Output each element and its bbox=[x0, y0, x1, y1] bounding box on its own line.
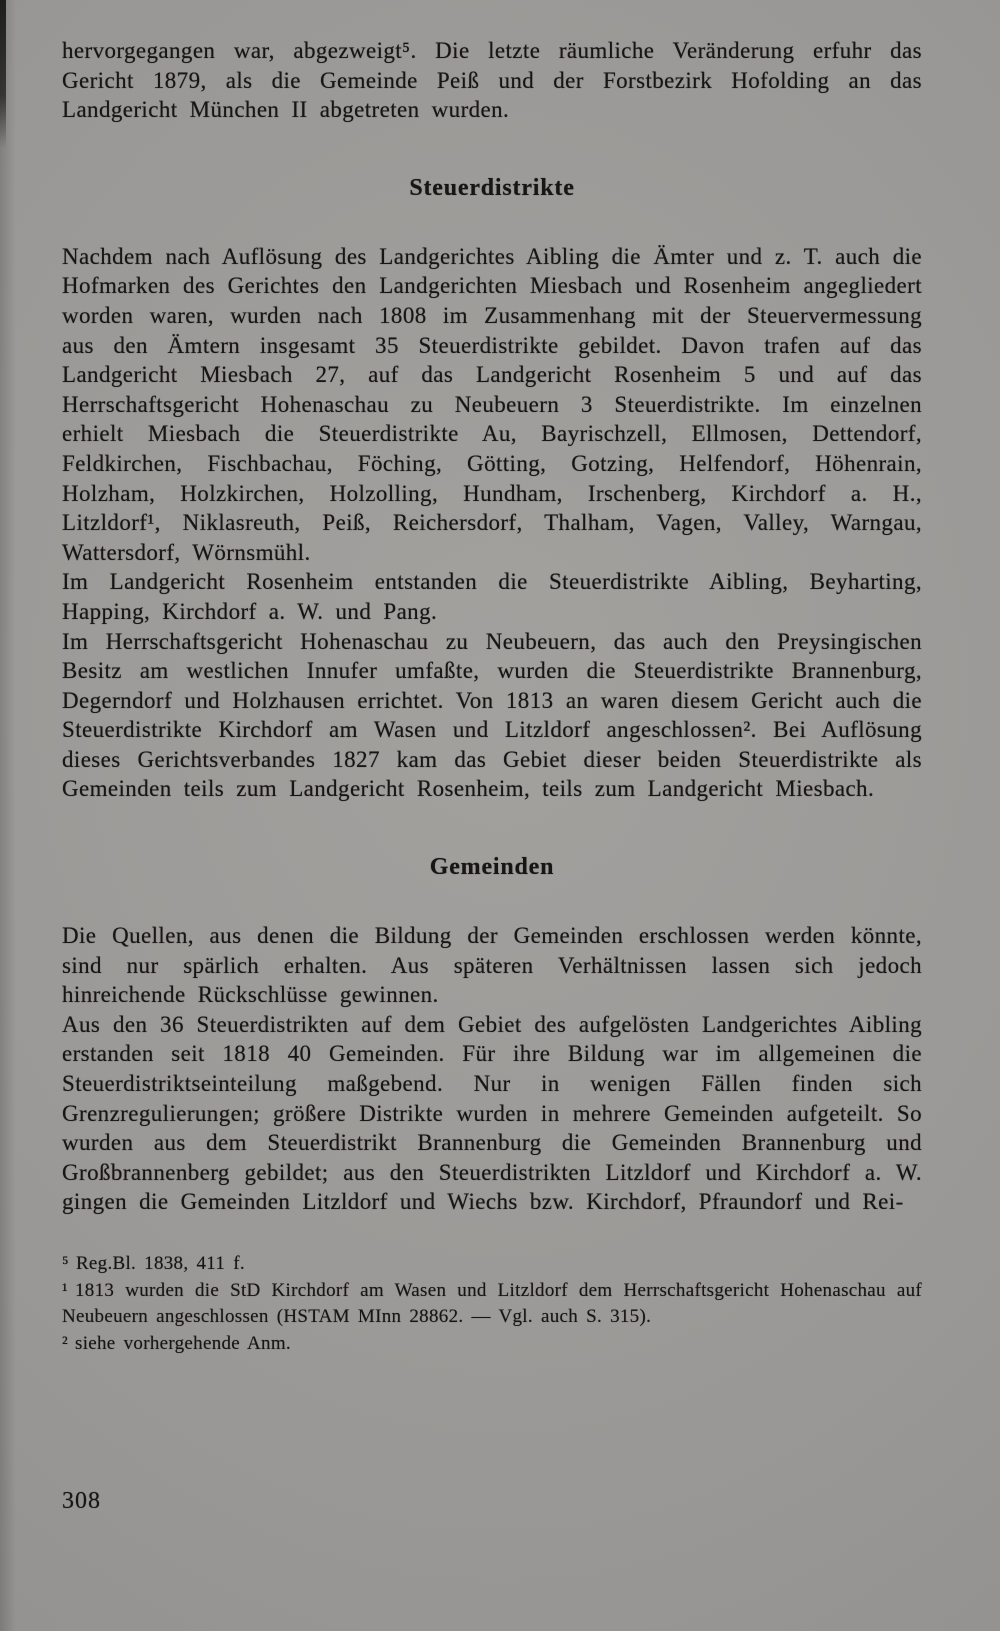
footnote-marker: ¹ bbox=[62, 1279, 68, 1301]
paragraph-steuerdistrikte-2: Im Landgericht Rosenheim entstanden die Steuerdistrikte Aibling, Beyharting, Happing, Kirchdorf a. W. und Pang. bbox=[62, 569, 922, 624]
footnote-text: 1813 wurden die StD Kirchdorf am Wasen und Litzldorf dem Herrschaftsgericht Hohenaschau auf Neubeuern angeschlossen (HSTAM MInn 28862. — Vgl. auch S. 315). bbox=[62, 1279, 922, 1327]
paragraph-steuerdistrikte-1: Nachdem nach Auflösung des Landgerichtes Aibling die Ämter und z. T. auch die Hofmarken des Gerichtes den Landgerichten Miesbach und Rosenheim angegliedert worden waren, wurden nach 1808 im Zusammenhang mit der Steuervermessung aus den Ämtern insgesamt 35 Steuerdistrikte gebildet. Davon trafen auf das Landgericht Miesbach 27, auf das Landgericht Rosenheim 5 und auf das Herrschaftsgericht Hohenaschau zu Neubeuern 3 Steuerdistrikte. Im einzelnen erhielt Miesbach die Steuerdistrikte Au, Bayrischzell, Ellmosen, Dettendorf, Feldkirchen, Fischbachau, Föching, Götting, Gotzing, Helfendorf, Höhenrain, Holzham, Holzkirchen, Holzolling, Hundham, Irschenberg, Kirchdorf a. H., Litzldorf¹, Niklasreuth, Peiß, Reichersdorf, Thalham, Vagen, Valley, Warngau, Wattersdorf, Wörnsmühl. bbox=[62, 243, 922, 565]
page-text-block bbox=[62, 36, 922, 1357]
footnotes-section bbox=[62, 1251, 922, 1357]
continuation-paragraph: hervorgegangen war, abgezweigt⁵. Die letzte räumliche Veränderung erfuhr das Gericht 1879, als die Gemeinde Peiß und der Forstbezirk Hofolding an das Landgericht München II abgetreten wurden. bbox=[62, 38, 922, 123]
footnote-marker: ⁵ bbox=[62, 1253, 69, 1274]
page-number: 308 bbox=[62, 1488, 101, 1514]
footnote-marker: ² bbox=[62, 1332, 68, 1354]
footnote-text: Reg.Bl. 1838, 411 f. bbox=[75, 1253, 245, 1274]
footnote bbox=[62, 1278, 922, 1331]
footnote bbox=[62, 1251, 922, 1278]
paragraph-steuerdistrikte-3: Im Herrschaftsgericht Hohenaschau zu Neubeuern, das auch den Preysingischen Besitz am westlichen Innufer umfaßte, wurden die Steuerdistrikte Brannenburg, Degerndorf und Holzhausen errichtet. Von 1813 an waren diesem Gericht auch die Steuerdistrikte Kirchdorf am Wasen und Litzldorf angeschlossen². Bei Auflösung dieses Gerichtsverbandes 1827 kam das Gebiet dieser beiden Steuerdistrikte als Gemeinden teils zum Landgericht Rosenheim, teils zum Landgericht Miesbach. bbox=[62, 628, 922, 802]
paragraph-gemeinden-2: Aus den 36 Steuerdistrikten auf dem Gebiet des aufgelösten Landgerichtes Aibling erstanden seit 1818 40 Gemeinden. Für ihre Bildung war im allgemeinen die Steuerdistriktseinteilung maßgebend. Nur in wenigen Fällen finden sich Grenzregulierungen; größere Distrikte wurden in mehrere Gemeinden aufgeteilt. So wurden aus dem Steuerdistrikt Brannenburg die Gemeinden Brannenburg und Großbrannenberg gebildet; aus den Steuerdistrikten Litzldorf und Kirchdorf a. W. gingen die Gemeinden Litzldorf und Wiechs bzw. Kirchdorf, Pfraundorf und Rei- bbox=[62, 1011, 922, 1215]
footnote bbox=[62, 1331, 922, 1358]
paragraph-gemeinden-1: Die Quellen, aus denen die Bildung der Gemeinden erschlossen werden könnte, sind nur spärlich erhalten. Aus späteren Verhältnissen lassen sich jedoch hinreichende Rückschlüsse gewinnen. bbox=[62, 923, 922, 1008]
section-heading-gemeinden: Gemeinden bbox=[429, 854, 555, 881]
scan-gutter-shadow bbox=[0, 0, 16, 1631]
footnote-text: siehe vorhergehende Anm. bbox=[75, 1332, 291, 1354]
section-heading-steuerdistrikte: Steuerdistrikte bbox=[409, 174, 575, 201]
scan-edge-artifact bbox=[0, 0, 6, 148]
